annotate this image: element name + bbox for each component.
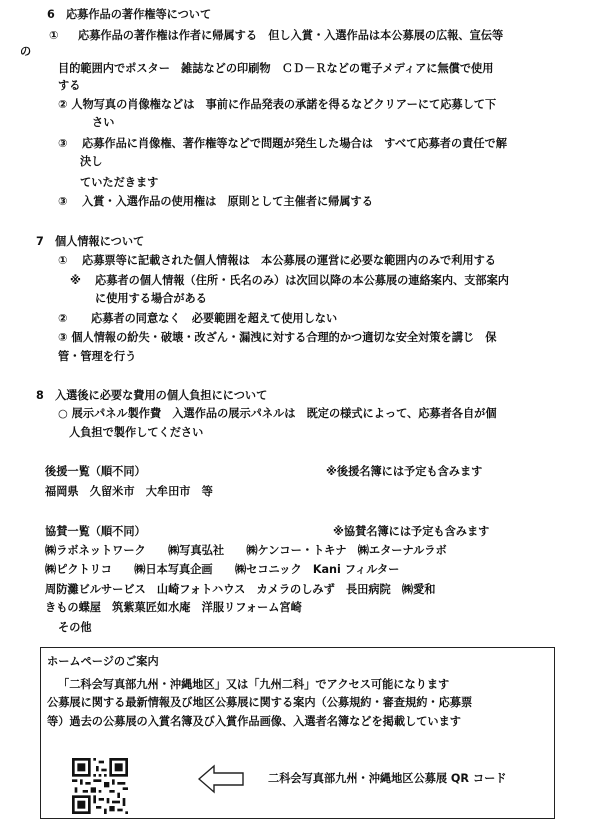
- sponsors-line-3: 周防灘ビルサービス 山崎フォトハウス カメラのしみず 長田病院 ㈱愛和: [45, 583, 436, 596]
- section-7-heading: 7 個人情報について: [36, 235, 145, 248]
- homepage-line-2: 公募展に関する最新情報及び地区公募展に関する案内（公募規約・審査規約・応募票: [47, 696, 473, 709]
- section-6-item-1-wrap: の: [20, 45, 32, 58]
- sponsors-line-4: きもの蝶屋 筑紫菓匠如水庵 洋服リフォーム宮崎: [45, 601, 302, 614]
- section-7-item-3-line-2: 管・管理を行う: [58, 350, 137, 363]
- section-7-note-marker: ※: [70, 274, 81, 287]
- section-8-item-line-1: ○ 展示パネル製作費 入選作品の展示パネルは 既定の様式によって、応募者各自が個: [58, 407, 497, 420]
- homepage-line-3: 等）過去の公募展の入賞名簿及び入賞作品画像、入選者名簿などを掲載しています: [47, 715, 461, 728]
- section-6-item-3-line-1: 応募作品に肖像権、著作権等などで問題が発生した場合は すべて応募者の責任で解: [82, 137, 507, 150]
- sponsors-line-1: ㈱ラボネットワーク ㈱写真弘社 ㈱ケンコー・トキナ ㈱エターナルラボ: [45, 544, 447, 557]
- section-7-note-line-2: に使用する場合がある: [95, 292, 207, 305]
- section-7-item-1-line-1: 応募票等に記載された個人情報は 本公募展の運営に必要な範囲内のみで利用する: [82, 254, 496, 267]
- sponsors-line-5: その他: [58, 621, 92, 634]
- section-7-item-2-marker: ②: [58, 312, 68, 325]
- section-6-item-1-line-2: 目的範囲内でポスター 雑誌などの印刷物 ＣＤ－Ｒなどの電子メディアに無償で使用: [58, 62, 494, 75]
- qr-caption: 二科会写真部九州・沖縄地区公募展 QR コード: [268, 772, 507, 785]
- section-6-item-3-line-3: ていただきます: [80, 176, 159, 189]
- qr-code-image[interactable]: [72, 758, 128, 814]
- section-7-item-1-marker: ①: [58, 254, 68, 267]
- support-note: ※後援名簿には予定も含みます: [326, 465, 483, 478]
- section-7-note-line-1: 応募者の個人情報（住所・氏名のみ）は次回以降の本公募展の連絡案内、支部案内: [95, 274, 509, 287]
- section-8-item-line-2: 人負担で製作してください: [69, 426, 204, 439]
- section-6-item-1-marker: ①: [49, 29, 59, 42]
- support-list: 福岡県 久留米市 大牟田市 等: [45, 485, 213, 498]
- section-6-item-4-marker: ③: [58, 195, 68, 208]
- support-heading: 後援一覧（順不同）: [45, 465, 146, 478]
- section-7-item-3-line-1: ③ 個人情報の紛失・破壊・改ざん・漏洩に対する合理的かつ適切な安全対策を講じ 保: [58, 331, 497, 344]
- section-7-item-2-line-1: 応募者の同意なく 必要範囲を超えて使用しない: [91, 312, 338, 325]
- homepage-heading: ホームページのご案内: [47, 655, 159, 668]
- section-6-item-3-marker: ③: [58, 137, 68, 150]
- left-arrow-icon: [198, 764, 244, 794]
- sponsors-note: ※協賛名簿には予定も含みます: [333, 525, 490, 538]
- section-6-item-2-line-2: さい: [92, 116, 115, 129]
- sponsors-line-2: ㈱ピクトリコ ㈱日本写真企画 ㈱セコニック Kani フィルター: [45, 563, 400, 576]
- section-6-item-1-line-3: する: [58, 79, 81, 92]
- section-6-item-3-line-2: 決し: [80, 155, 103, 168]
- section-6-item-1-line-1: 応募作品の著作権は作者に帰属する 但し入賞・入選作品は本公募展の広報、宣伝等: [78, 29, 504, 42]
- section-6-heading: 6 応募作品の著作権等について: [47, 8, 212, 21]
- section-6-item-2-line-1: ② 人物写真の肖像権などは 事前に作品発表の承諾を得るなどクリアーにて応募して下: [58, 98, 497, 111]
- homepage-line-1: 「二科会写真部九州・沖縄地区」又は「九州二科」でアクセス可能になります: [58, 678, 450, 691]
- sponsors-heading: 協賛一覧（順不同）: [45, 525, 146, 538]
- section-6-item-4-line-1: 入賞・入選作品の使用権は 原則として主催者に帰属する: [82, 195, 373, 208]
- section-8-heading: 8 入選後に必要な費用の個人負担にについて: [36, 389, 268, 402]
